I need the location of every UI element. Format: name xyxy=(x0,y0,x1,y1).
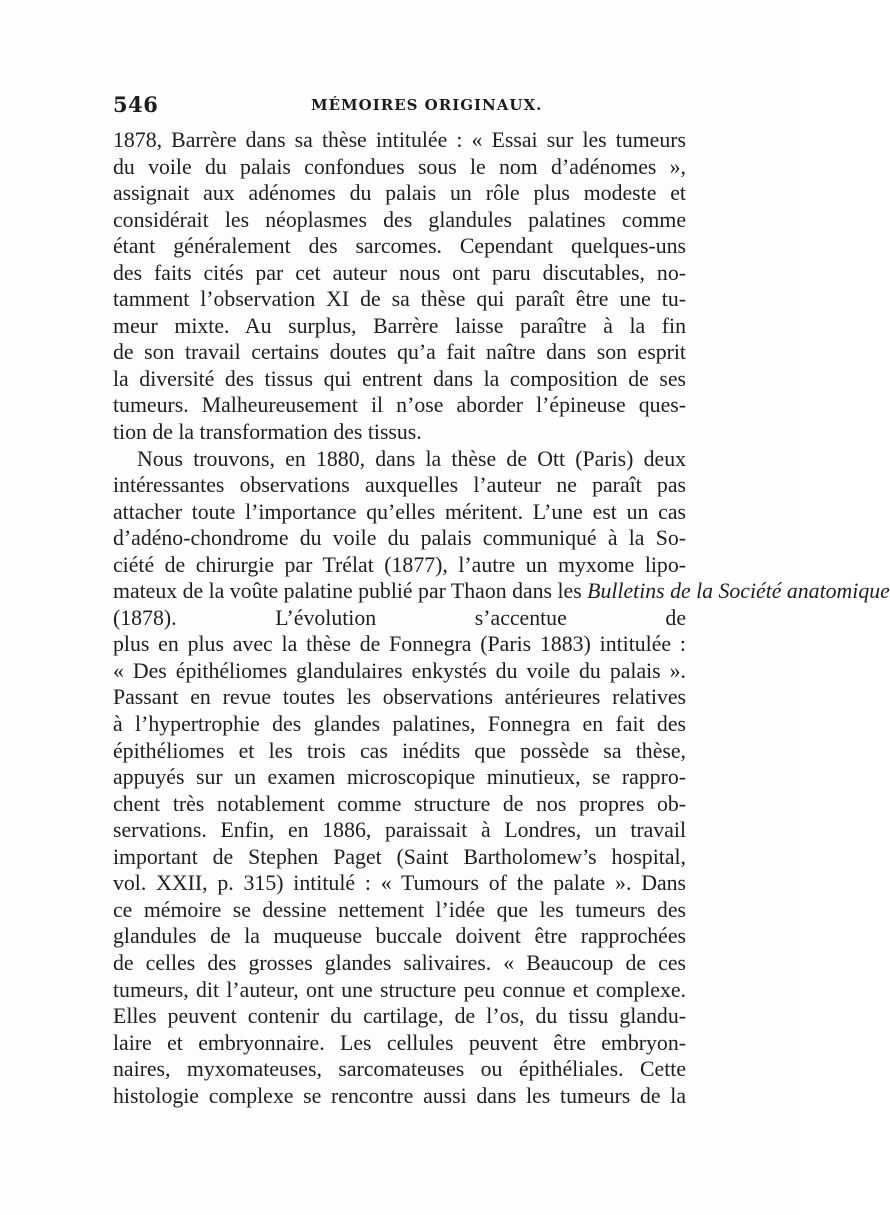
text-line xyxy=(113,605,686,632)
text-line: tamment l’observation XI de sa thèse qui paraît être une tu- xyxy=(113,287,686,312)
paragraph-start-line: Nous trouvons, en 1880, dans la thèse de Ott (Paris) deux xyxy=(137,446,686,471)
text-line: la diversité des tissus qui entrent dans la composition de ses xyxy=(113,366,686,391)
text-line: plus en plus avec la thèse de Fonnegra (Paris 1883) intitulée : xyxy=(113,632,686,657)
text-line: histologie complexe se rencontre aussi dans les tumeurs de la xyxy=(113,1083,686,1108)
text-line: Passant en revue toutes les observations antérieures relatives xyxy=(113,685,686,710)
text-line: d’adéno-chondrome du voile du palais communiqué à la So- xyxy=(113,526,686,551)
text-line: ce mémoire se dessine nettement l’idée que les tumeurs des xyxy=(113,897,686,922)
text-line: appuyés sur un examen microscopique minutieux, se rappro- xyxy=(113,765,686,790)
text-line xyxy=(113,578,890,605)
text-line-segment: (1878). L’évolution s’accentue de xyxy=(113,605,686,630)
text-line: tion de la transformation des tissus. xyxy=(113,420,422,445)
text-line-segment: mateux de la voûte palatine publié par Thaon dans les xyxy=(113,579,588,604)
text-line: « Des épithéliomes glandulaires enkystés du voile du palais ». xyxy=(113,658,686,683)
text-line: ciété de chirurgie par Trélat (1877), l’autre un myxome lipo- xyxy=(113,552,686,577)
text-line: important de Stephen Paget (Saint Bartholomew’s hospital, xyxy=(113,844,686,869)
text-line: de son travail certains doutes qu’a fait naître dans son esprit xyxy=(113,340,686,365)
page-number: 546 xyxy=(113,92,159,117)
journal-title-italic: Bulletins de la Société anatomique xyxy=(587,579,890,604)
text-line: glandules de la muqueuse buccale doivent être rapprochées xyxy=(113,924,686,949)
text-line: tumeurs. Malheureusement il n’ose aborder l’épineuse ques- xyxy=(113,393,686,418)
body-text xyxy=(113,127,890,1109)
text-line: à l’hypertrophie des glandes palatines, Fonnegra en fait des xyxy=(113,712,686,737)
text-line: intéressantes observations auxquelles l’auteur ne paraît pas xyxy=(113,473,686,498)
text-line: 1878, Barrère dans sa thèse intitulée : « Essai sur les tumeurs xyxy=(113,128,686,152)
text-line: épithéliomes et les trois cas inédits que possède sa thèse, xyxy=(113,738,686,763)
text-line: considérait les néoplasmes des glandules palatines comme xyxy=(113,207,686,232)
text-line: vol. XXII, p. 315) intitulé : « Tumours of the palate ». Dans xyxy=(113,871,686,896)
text-line: des faits cités par cet auteur nous ont paru discutables, no- xyxy=(113,260,686,285)
text-line: de celles des grosses glandes salivaires. « Beaucoup de ces xyxy=(113,950,686,975)
page-header xyxy=(113,92,681,122)
text-line: Elles peuvent contenir du cartilage, de l’os, du tissu glandu- xyxy=(113,1004,686,1029)
text-line: chent très notablement comme structure de nos propres ob- xyxy=(113,791,686,816)
running-title: MÉMOIRES ORIGINAUX. xyxy=(311,96,543,114)
text-line: servations. Enfin, en 1886, paraissait à Londres, un travail xyxy=(113,818,686,843)
text-line: attacher toute l’importance qu’elles méritent. L’une est un cas xyxy=(113,499,686,524)
text-line: assignait aux adénomes du palais un rôle plus modeste et xyxy=(113,181,686,206)
text-line: meur mixte. Au surplus, Barrère laisse paraître à la fin xyxy=(113,313,686,338)
text-line: du voile du palais confondues sous le nom d’adénomes », xyxy=(113,154,686,179)
text-line: tumeurs, dit l’auteur, ont une structure peu connue et complexe. xyxy=(113,977,686,1002)
text-line: laire et embryonnaire. Les cellules peuvent être embryon- xyxy=(113,1030,686,1055)
text-line: naires, myxomateuses, sarcomateuses ou épithéliales. Cette xyxy=(113,1057,686,1082)
text-line: étant généralement des sarcomes. Cependant quelques-uns xyxy=(113,234,686,259)
